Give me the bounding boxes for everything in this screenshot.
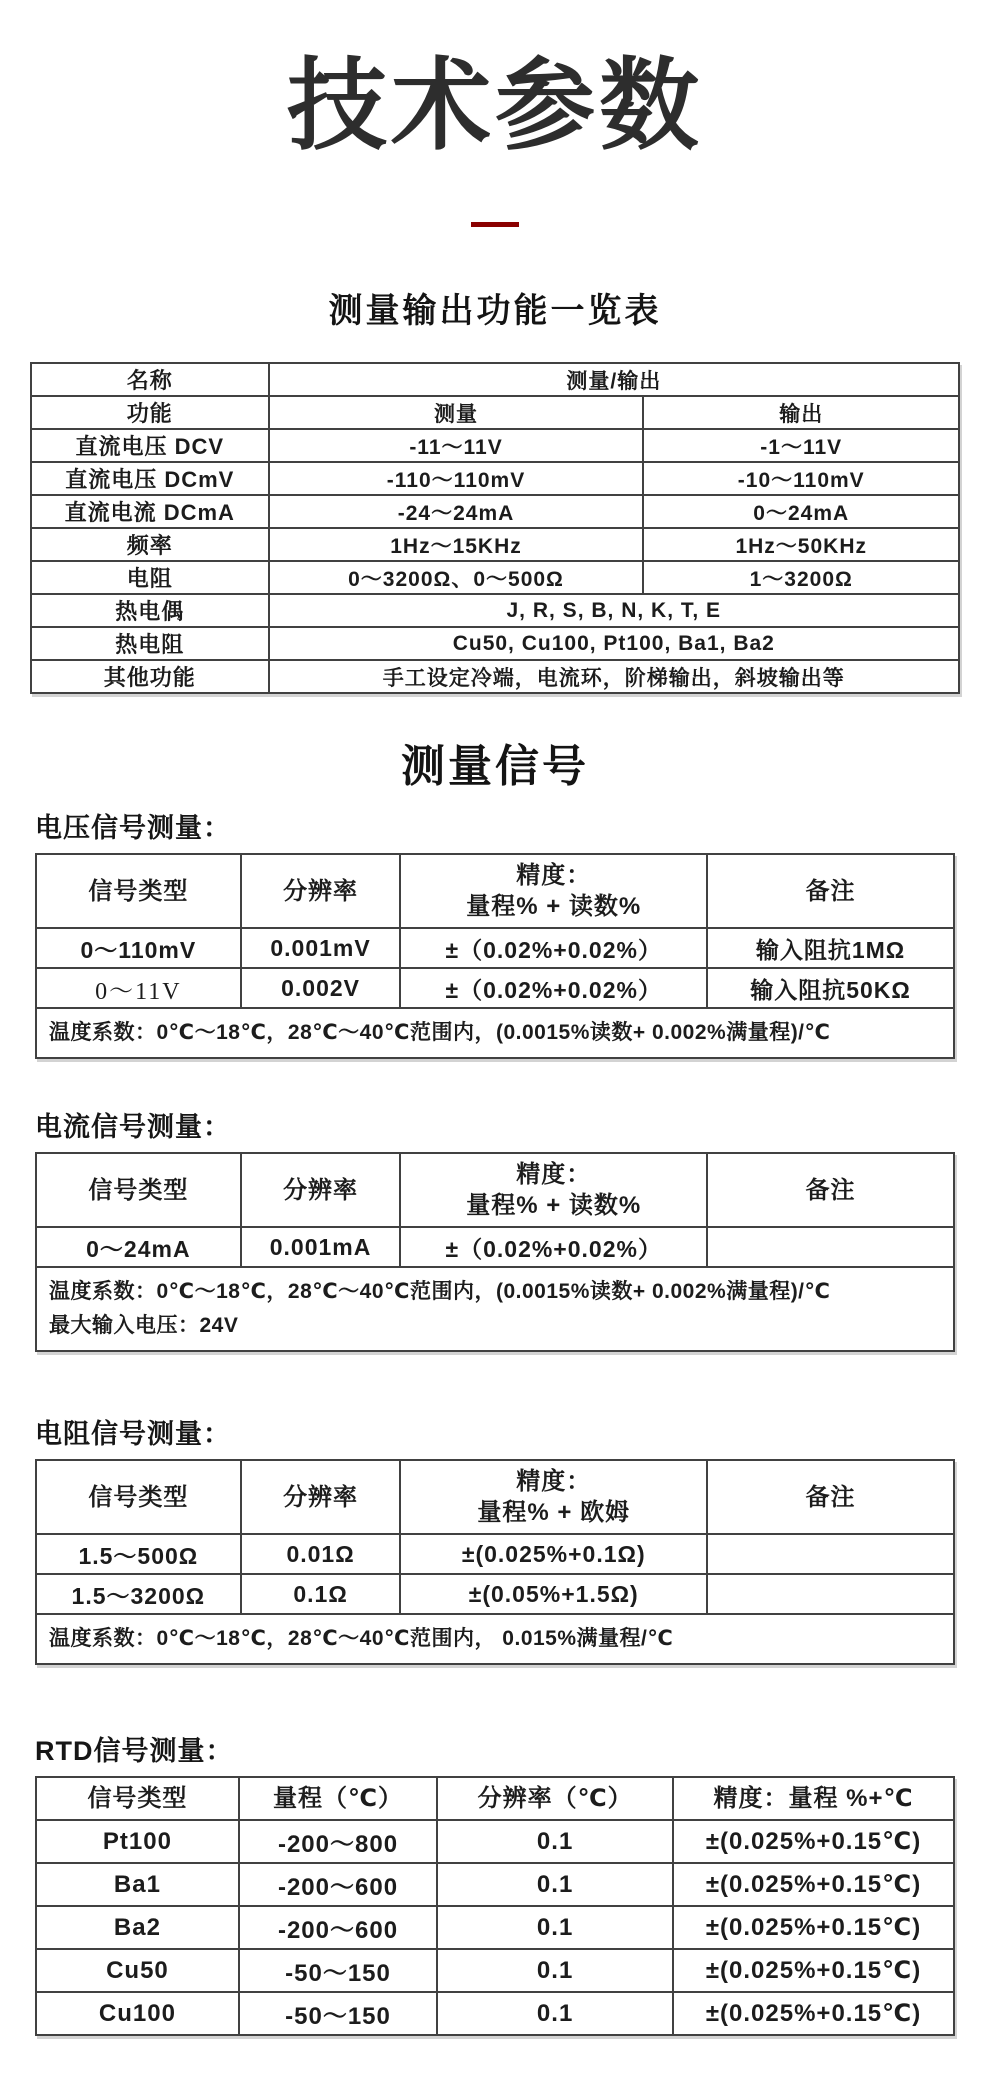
overview-heading: 测量输出功能一览表 [328,292,662,330]
signals-heading: 测量信号 [401,742,589,791]
output-cell: 1Hz～50KHz [643,528,959,561]
output-cell: 1～3200Ω [643,561,959,594]
table-footnote-row [36,1267,954,1351]
range-cell: -200～600 [239,1863,437,1906]
accuracy-cell: ±(0.05%+1.5Ω) [400,1574,707,1614]
header-accuracy [400,1460,707,1534]
row-label: 直流电流 DCmA [31,495,269,528]
bottom-spacer [0,2036,990,2084]
resolution-cell: 0.002V [241,968,401,1008]
resolution-cell: 0.01Ω [241,1534,401,1574]
table-cell: 手工设定冷端，电流环，阶梯输出，斜坡输出等 [269,660,959,693]
overview-table [30,362,960,694]
range-cell: -200～800 [239,1820,437,1863]
table-row [36,928,954,968]
table-row [31,660,959,693]
row-label: 直流电压 DCmV [31,462,269,495]
row-label: 频率 [31,528,269,561]
range-cell: -50～150 [239,1949,437,1992]
table-row [31,561,959,594]
table-cell: J, R, S, B, N, K, T, E [269,594,959,627]
row-label: 热电偶 [31,594,269,627]
table-row [31,429,959,462]
signal-type-cell: 1.5～3200Ω [36,1574,241,1614]
table-row [31,363,959,396]
header-signal-type: 信号类型 [36,1777,239,1820]
table-row [31,594,959,627]
row-label: 电阻 [31,561,269,594]
signal-type-cell: Cu50 [36,1949,239,1992]
header-range: 量程（℃） [239,1777,437,1820]
footnote [36,1267,954,1351]
table-header-row [36,1153,954,1227]
measure-cell: -24～24mA [269,495,644,528]
row-label: 名称 [31,363,269,396]
note-cell: 输入阻抗1MΩ [707,928,954,968]
table-row [31,396,959,429]
table-row [36,1534,954,1574]
measure-cell: 测量 [269,396,644,429]
resolution-cell: 0.1 [437,1820,673,1863]
header-accuracy [400,854,707,928]
table-row [36,1820,954,1863]
measure-cell: -11～11V [269,429,644,462]
header-accuracy [400,1153,707,1227]
table-row [36,1574,954,1614]
title-divider [471,222,519,227]
table-row [36,1992,954,2035]
range-cell: -50～150 [239,1992,437,2035]
resolution-cell: 0.1Ω [241,1574,401,1614]
signal-type-cell: Pt100 [36,1820,239,1863]
table-row [31,528,959,561]
header-accuracy-line2: 量程% + 欧姆 [477,1499,631,1526]
header-accuracy-line1: 精度： [516,1468,592,1495]
rtd-table [35,1776,955,2036]
accuracy-cell: ±(0.025%+0.15℃) [673,1949,954,1992]
rtd-section-label: RTD信号测量： [35,1736,234,1766]
resolution-cell: 0.1 [437,1992,673,2035]
header-accuracy-line1: 精度： [516,862,592,889]
resolution-cell: 0.001mA [241,1227,401,1267]
table-row [36,1906,954,1949]
accuracy-cell: ±(0.025%+0.15℃) [673,1863,954,1906]
resolution-cell: 0.1 [437,1863,673,1906]
table-cell: Cu50, Cu100, Pt100, Ba1, Ba2 [269,627,959,660]
table-row [36,1949,954,1992]
current-section-label: 电流信号测量： [35,1112,231,1142]
range-cell: -200～600 [239,1906,437,1949]
header-accuracy-line1: 精度： [516,1161,592,1188]
signal-type-cell: 1.5～500Ω [36,1534,241,1574]
accuracy-cell: ±(0.025%+0.15℃) [673,1820,954,1863]
voltage-section-label: 电压信号测量： [35,813,231,843]
measure-cell: 0～3200Ω、0～500Ω [269,561,644,594]
footnote-line: 最大输入电压：24V [49,1314,239,1337]
header-signal-type: 信号类型 [36,1460,241,1534]
resolution-cell: 0.1 [437,1906,673,1949]
table-row [31,495,959,528]
signal-type-cell: 0～24mA [36,1227,241,1267]
signal-type-cell: 0～110mV [36,928,241,968]
header-resolution: 分辨率 [241,1460,401,1534]
header-accuracy-line2: 量程% + 读数% [466,1192,642,1219]
table-footnote-row [36,1008,954,1058]
measure-cell: 1Hz～15KHz [269,528,644,561]
row-label: 热电阻 [31,627,269,660]
note-cell [707,1534,954,1574]
output-cell: -10～110mV [643,462,959,495]
header-resolution: 分辨率 [241,1153,401,1227]
table-row [36,1863,954,1906]
signal-type-cell: Ba2 [36,1906,239,1949]
accuracy-cell: ±(0.025%+0.1Ω) [400,1534,707,1574]
signal-type-cell: Cu100 [36,1992,239,2035]
table-header-row [36,1460,954,1534]
resolution-cell: 0.001mV [241,928,401,968]
row-label: 功能 [31,396,269,429]
header-accuracy: 精度：量程 %+℃ [673,1777,954,1820]
footnote: 温度系数：0℃～18℃，28℃～40℃范围内，(0.0015%读数+ 0.002%满量程)/℃ [36,1008,954,1058]
measure-cell: -110～110mV [269,462,644,495]
header-note: 备注 [707,1460,954,1534]
accuracy-cell: ±（0.02%+0.02%） [400,968,707,1008]
table-footnote-row [36,1614,954,1664]
signal-type-cell: Ba1 [36,1863,239,1906]
note-cell [707,1574,954,1614]
header-resolution: 分辨率（℃） [437,1777,673,1820]
footnote-line: 温度系数：0℃～18℃，28℃～40℃范围内，(0.0015%读数+ 0.002%满量程)/℃ [49,1280,831,1303]
note-cell: 输入阻抗50KΩ [707,968,954,1008]
table-row [36,968,954,1008]
header-accuracy-line2: 量程% + 读数% [466,893,642,920]
resistance-table [35,1459,955,1665]
accuracy-cell: ±(0.025%+0.15℃) [673,1992,954,2035]
header-signal-type: 信号类型 [36,854,241,928]
header-note: 备注 [707,1153,954,1227]
table-header-row [36,854,954,928]
footnote: 温度系数：0℃～18℃，28℃～40℃范围内， 0.015%满量程/℃ [36,1614,954,1664]
note-cell [707,1227,954,1267]
table-row [36,1227,954,1267]
table-row [31,462,959,495]
header-resolution: 分辨率 [241,854,401,928]
accuracy-cell: ±（0.02%+0.02%） [400,1227,707,1267]
row-label: 直流电压 DCV [31,429,269,462]
header-note: 备注 [707,854,954,928]
page-title: 技术参数 [287,50,703,162]
accuracy-cell: ±(0.025%+0.15℃) [673,1906,954,1949]
table-header-row [36,1777,954,1820]
current-table [35,1152,955,1352]
row-label: 其他功能 [31,660,269,693]
table-row [31,627,959,660]
output-cell: 0～24mA [643,495,959,528]
accuracy-cell: ±（0.02%+0.02%） [400,928,707,968]
signal-type-cell: 0～11V [36,968,241,1008]
voltage-table [35,853,955,1059]
table-cell: 测量/输出 [269,363,959,396]
output-cell: -1～11V [643,429,959,462]
output-cell: 输出 [643,396,959,429]
resolution-cell: 0.1 [437,1949,673,1992]
resistance-section-label: 电阻信号测量： [35,1419,231,1449]
header-signal-type: 信号类型 [36,1153,241,1227]
